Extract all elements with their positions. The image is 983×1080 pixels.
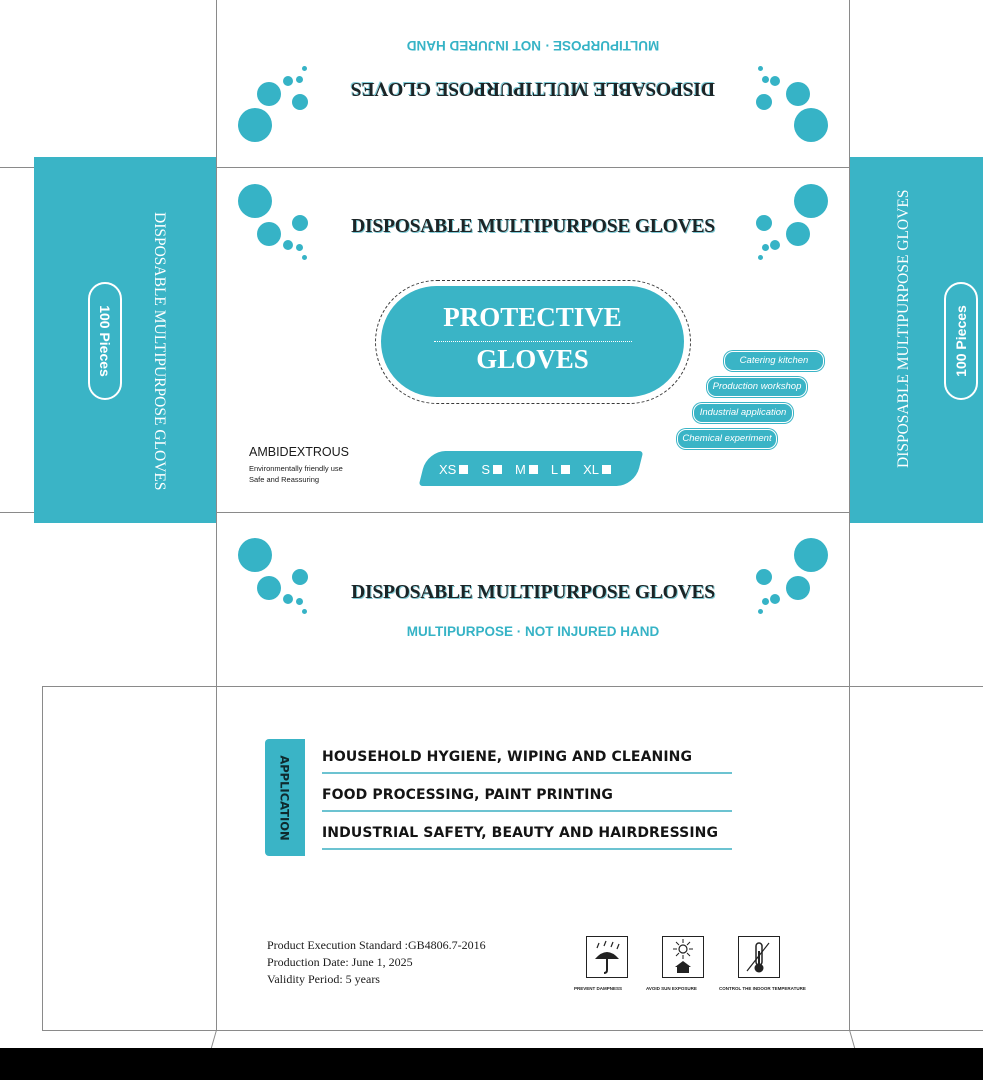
- symbol-caption: CONTROL THE INDOOR TEMPERATURE: [719, 986, 806, 991]
- size-checkbox-icon: [459, 465, 468, 474]
- left-piece-count-pill: [88, 282, 122, 400]
- application-item: FOOD PROCESSING, PAINT PRINTING: [322, 780, 732, 812]
- application-item: INDUSTRIAL SAFETY, BEAUTY AND HAIRDRESSING: [322, 818, 732, 850]
- size-list: [439, 459, 611, 479]
- top-flap-title: DISPOSABLE MULTIPURPOSE GLOVES: [351, 78, 715, 99]
- size-checkbox-icon: [561, 465, 570, 474]
- use-tag: Production workshop: [707, 377, 807, 397]
- symbol-caption: PREVENT DAMPNESS: [574, 986, 623, 991]
- size-checkbox-icon: [602, 465, 611, 474]
- top-flap-subtitle: MULTIPURPOSE · NOT INJURED HAND: [406, 38, 660, 53]
- use-tag: Catering kitchen: [724, 351, 824, 371]
- badge-line-1: PROTECTIVE: [443, 302, 622, 332]
- use-tag: Industrial application: [693, 403, 793, 423]
- eco-line-1: Environmentally friendly use: [249, 464, 343, 473]
- execution-standard: Product Execution Standard :GB4806.7-2016: [267, 938, 486, 952]
- size-option: XL: [583, 462, 611, 477]
- use-tag: Chemical experiment: [677, 429, 777, 449]
- ambidextrous-label: AMBIDEXTROUS: [249, 445, 350, 459]
- size-option: XS: [439, 462, 468, 477]
- size-option: L: [551, 462, 570, 477]
- application-item: HOUSEHOLD HYGIENE, WIPING AND CLEANING: [322, 742, 732, 774]
- eco-line-2: Safe and Reassuring: [249, 475, 320, 484]
- thermometer-icon: [738, 936, 780, 978]
- badge-line-2: GLOVES: [476, 344, 589, 374]
- front-title: DISPOSABLE MULTIPURPOSE GLOVES: [351, 216, 715, 237]
- production-date: Production Date: June 1, 2025: [267, 955, 413, 969]
- left-side-title: DISPOSABLE MULTIPURPOSE GLOVES: [151, 212, 168, 491]
- sun-exposure-icon: [662, 936, 704, 978]
- application-label: APPLICATION: [278, 754, 292, 841]
- size-option: M: [515, 462, 538, 477]
- bottom-black-bar: [0, 1048, 983, 1080]
- bottom-flap-subtitle: MULTIPURPOSE · NOT INJURED HAND: [406, 624, 660, 639]
- size-option: S: [481, 462, 502, 477]
- size-checkbox-icon: [493, 465, 502, 474]
- validity-period: Validity Period: 5 years: [267, 972, 380, 986]
- right-piece-count: 100 Pieces: [953, 305, 969, 377]
- right-side-title: DISPOSABLE MULTIPURPOSE GLOVES: [895, 189, 912, 468]
- bottom-flap-title: DISPOSABLE MULTIPURPOSE GLOVES: [351, 582, 715, 603]
- left-piece-count: 100 Pieces: [97, 305, 113, 377]
- symbol-caption: AVOID SUN EXPOSURE: [646, 986, 697, 991]
- right-piece-count-pill: [944, 282, 978, 400]
- umbrella-rain-icon: [586, 936, 628, 978]
- size-checkbox-icon: [529, 465, 538, 474]
